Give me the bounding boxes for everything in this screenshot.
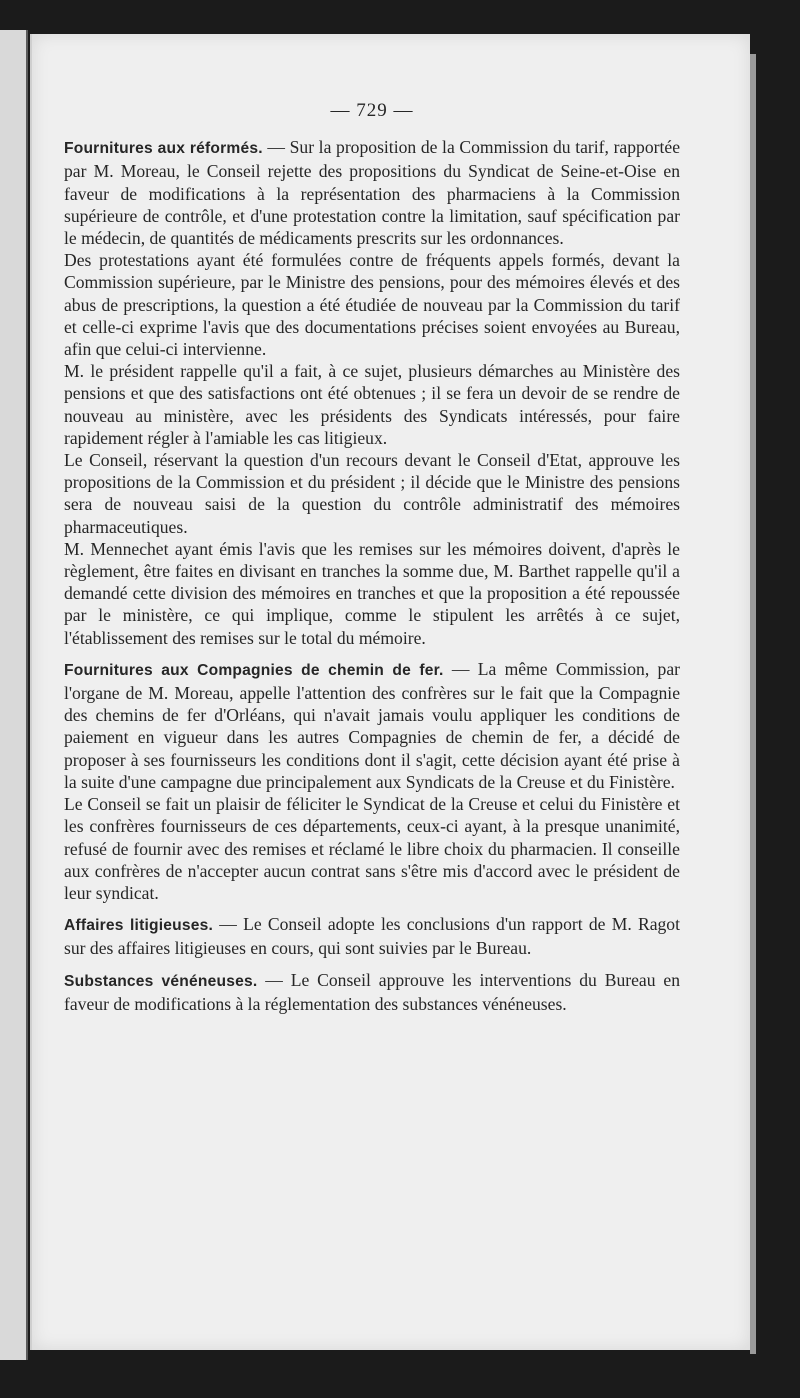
section-substances-veneneuses xyxy=(64,969,680,1015)
page-edge-shadow xyxy=(750,54,756,1354)
section-compagnies-chemin-de-fer xyxy=(64,658,680,904)
paragraph xyxy=(64,136,680,249)
paragraph xyxy=(64,913,680,959)
paragraph: M. Mennechet ayant émis l'avis que les remises sur les mémoires doivent, d'après le règlement, être faites en divisant en tranches la somme due, M. Barthet rappelle qu'il a demandé cette division des mémoires en tranches et que la proposition a été repoussée par le ministère, ce qui implique, comme le stipulent les arrêtés à ce sujet, l'établissement des remises sur le total du mémoire. xyxy=(64,538,680,648)
book-page xyxy=(30,34,750,1350)
section-heading: Fournitures aux réformés. xyxy=(64,140,263,158)
page-number: — 729 — xyxy=(330,100,414,121)
paragraph-text: — Le Conseil approuve les interventions du Bureau en faveur de modifications à la réglementation des substances vénéneuses. xyxy=(64,969,680,1014)
section-heading: Substances vénéneuses. xyxy=(64,972,258,990)
paragraph: Le Conseil, réservant la question d'un recours devant le Conseil d'Etat, approuve les propositions de la Commission et du président ; il décide que le Ministre des pensions sera de nouveau saisi de la question du contrôle administratif des mémoires pharmaceutiques. xyxy=(64,450,680,537)
paragraph-text: — Le Conseil adopte les conclusions d'un rapport de M. Ragot sur des affaires litigieuses en cours, qui sont suivies par le Bureau. xyxy=(64,914,680,959)
section-affaires-litigieuses xyxy=(64,913,680,959)
section-heading: Affaires litigieuses. xyxy=(64,917,214,935)
previous-page-edge xyxy=(0,30,28,1360)
paragraph xyxy=(64,658,680,793)
paragraph: M. le président rappelle qu'il a fait, à ce sujet, plusieurs démarches au Ministère des pensions et que des satisfactions ont été obtenues ; il se fera un devoir de se rendre de nouveau au ministère, avec les présidents des Syndicats intéressés, pour faire rapidement régler à l'amiable les cas litigieux. xyxy=(64,361,680,448)
paragraph-text: — Sur la proposition de la Commission du tarif, rapportée par M. Moreau, le Conseil rejette des propositions du Syndicat de Seine-et-Oise en faveur de modifications à la représentation des pharmaciens à la Commission supérieure de contrôle, et d'une protestation contre la limitation, sauf spécification par le médecin, de quantités de médicaments prescrits sur les ordonnances. xyxy=(64,137,680,249)
section-heading: Fournitures aux Compagnies de chemin de fer. xyxy=(64,661,444,679)
text-block xyxy=(64,100,680,1015)
section-fournitures-reformes xyxy=(64,136,680,649)
paragraph-text: — La même Commission, par l'organe de M. Moreau, appelle l'attention des confrères sur le fait que la Compagnie des chemins de fer d'Orléans, qui n'avait jamais voulu appliquer les conditions de paiement en vigueur dans les autres Compagnies de chemin de fer, a décidé de proposer à ses fournisseurs les conditions dont il s'agit, cette décision ayant été prise à la suite d'une campagne due principalement aux Syndicats de la Creuse et du Finistère. xyxy=(64,658,680,792)
paragraph xyxy=(64,969,680,1015)
paragraph: Le Conseil se fait un plaisir de féliciter le Syndicat de la Creuse et celui du Finistère et les confrères fournisseurs de ces départements, ceux-ci ayant, à la presque unanimité, refusé de fournir avec des remises et réclamé le libre choix du pharmacien. Il conseille aux confrères de n'accepter aucun contrat sans s'être mis d'accord avec le président de leur syndicat. xyxy=(64,794,680,903)
paragraph: Des protestations ayant été formulées contre de fréquents appels formés, devant la Commission supérieure, par le Ministre des pensions, pour des mémoires élevés et des abus de prescriptions, la question a été étudiée de nouveau par la Commission du tarif et celle-ci exprime l'avis que des documentations précises soient envoyées au Bureau, afin que celui-ci intervienne. xyxy=(64,250,680,360)
